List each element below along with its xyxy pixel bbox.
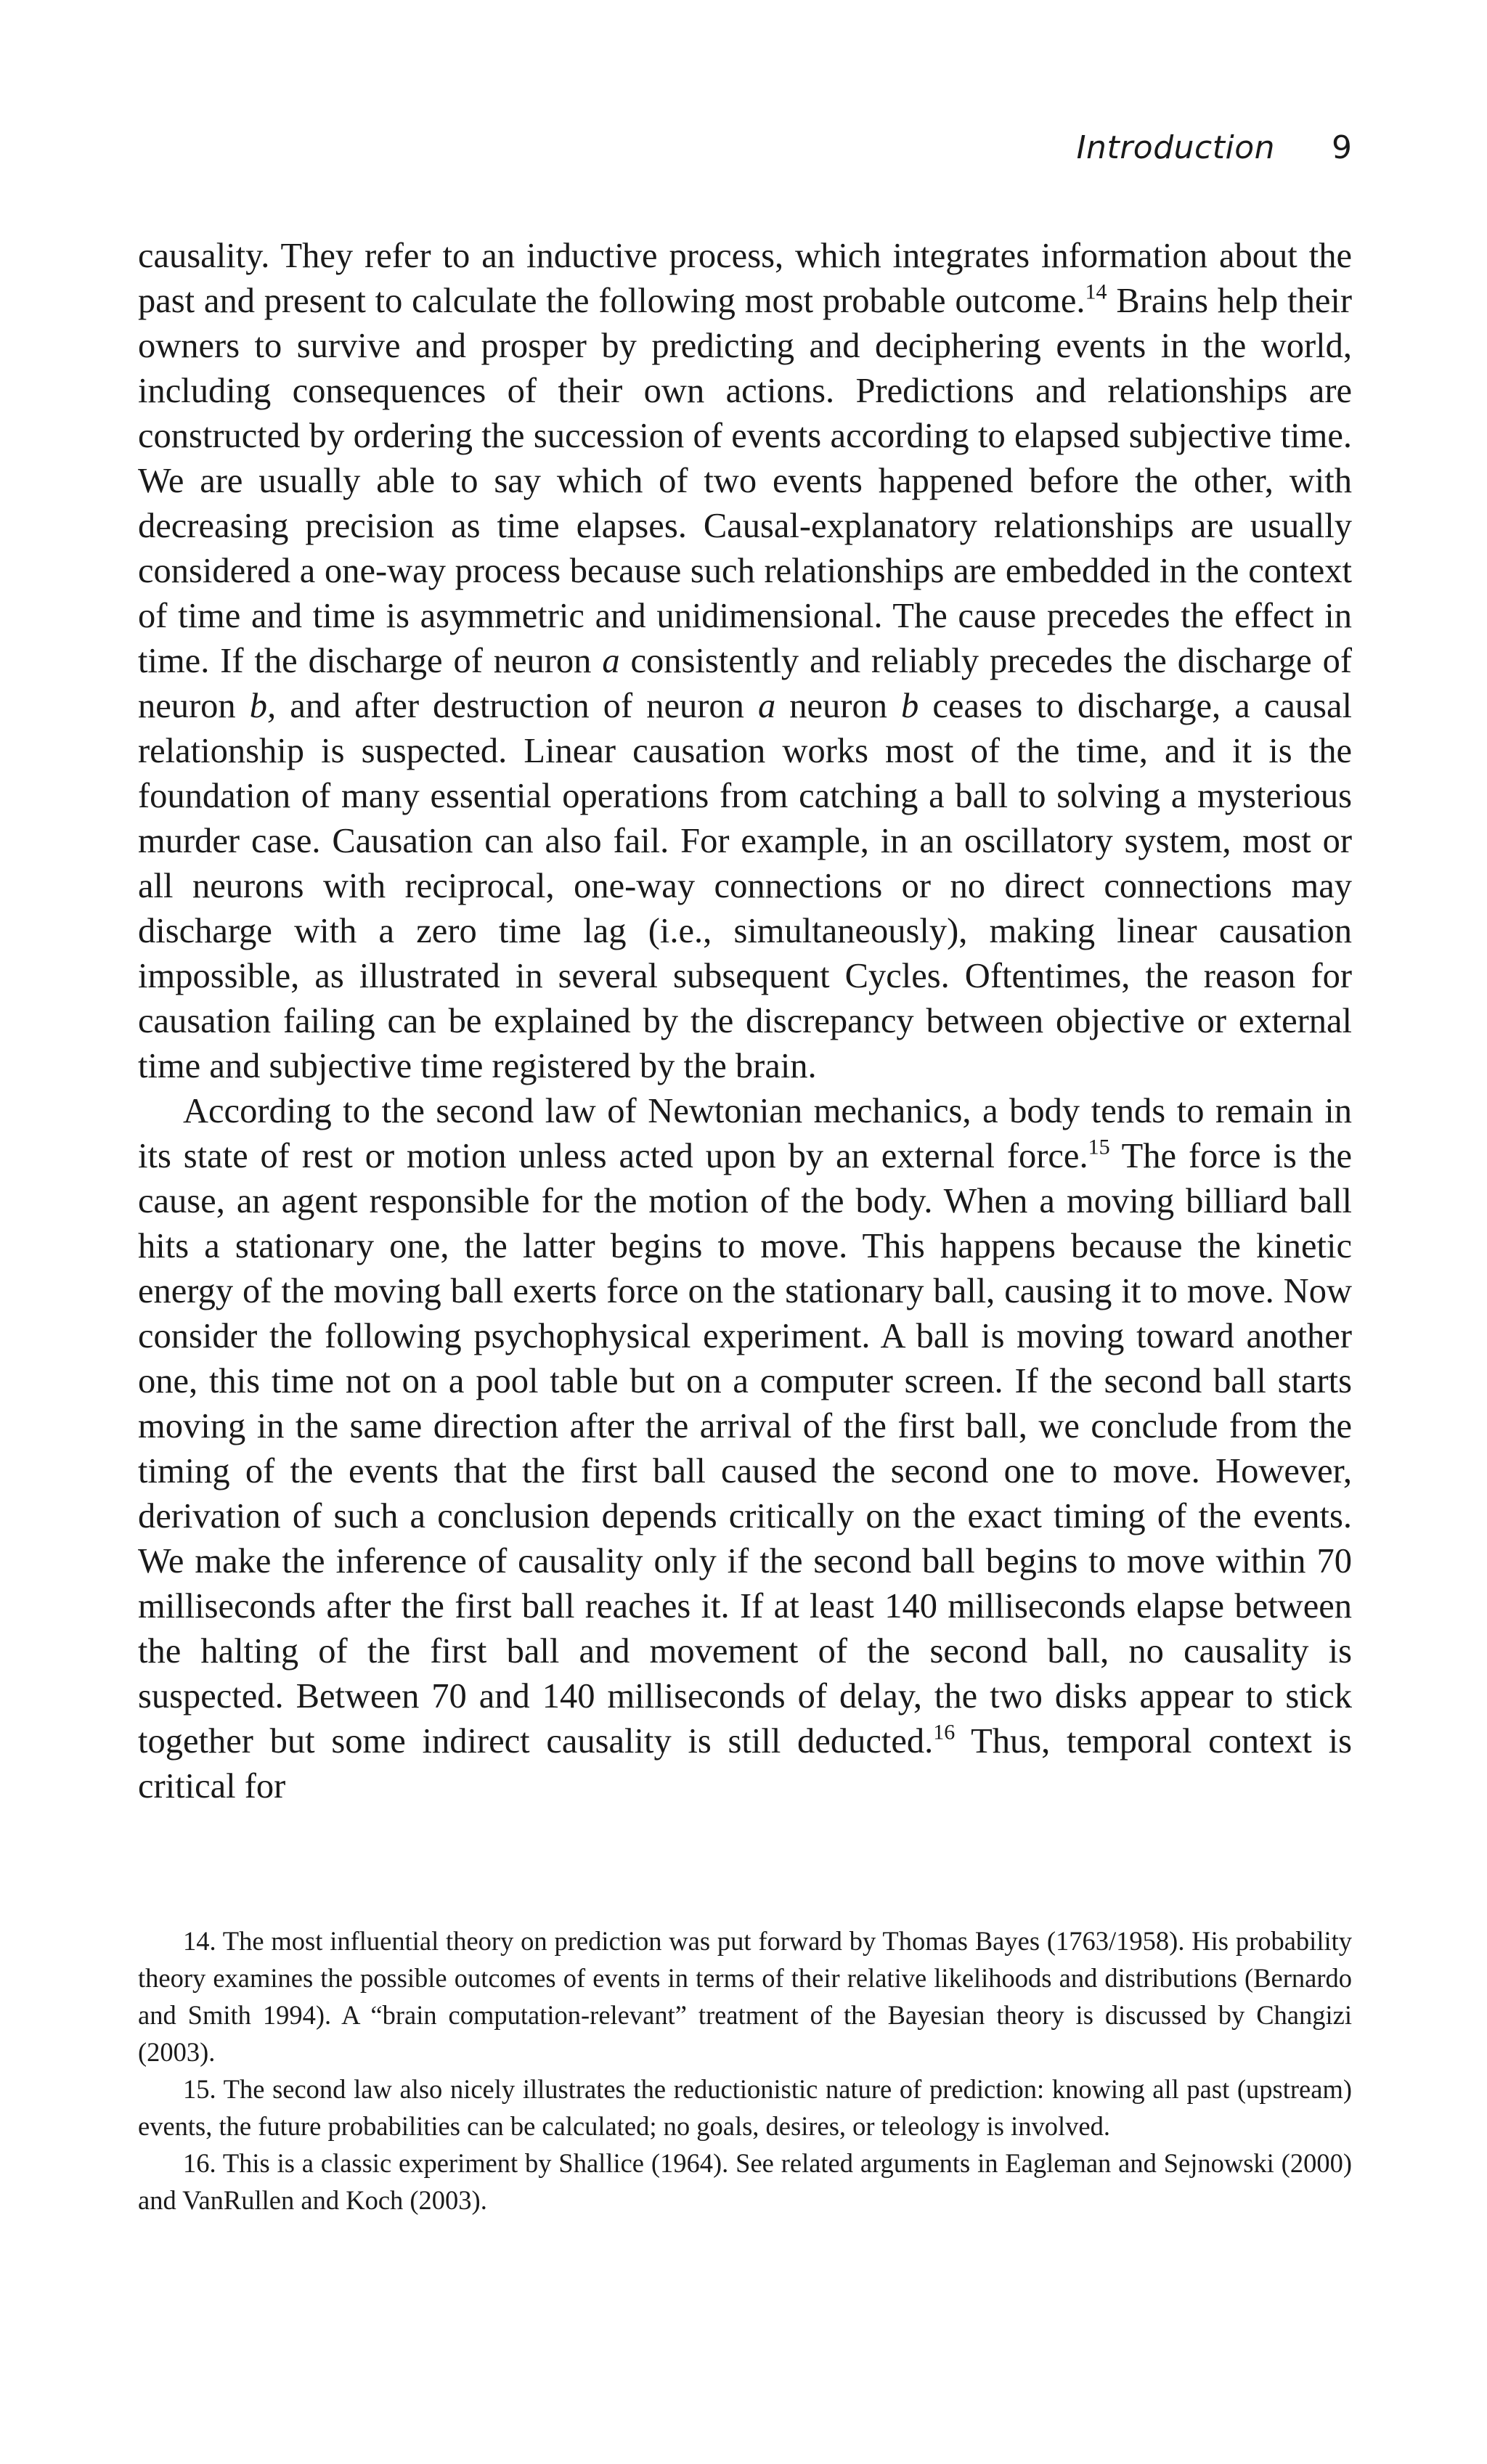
text-run: According to the second law of Newtonian mechanics, a body tends to remain in its state of rest or motion unless acted upon by an external force. [138,1092,1352,1175]
footnote-ref-15: 15 [1088,1134,1110,1159]
footnotes [138,1922,1352,2219]
page-number: 9 [1332,129,1352,166]
italic-term: a [602,642,620,680]
italic-term: a [757,687,776,725]
body-text [138,234,1352,1809]
text-run: ceases to discharge, a causal relationship is suspected. Linear causation works most of the time, and it is the foundation of many essential operations from catching a ball to solving a mysterious murder case. Causation can also fail. For example, in an oscillatory system, most or all neurons with reciprocal, one-way connections or no direct connections may discharge with a zero time lag (i.e., simultaneously), making linear causation impossible, as illustrated in several subsequent Cycles. Oftentimes, the reason for causation failing can be explained by the discrepancy between objective or external time and subjective time registered by the brain. [138,687,1352,1085]
text-run: Brains help their owners to survive and prosper by predicting and deciphering events in the world, including consequences of their own actions. Predictions and relationships are constructed by ordering the succession of events according to elapsed subjective time. We are usually able to say which of two events happened before the other, with decreasing precision as time elapses. Causal-explanatory relationships are usually considered a one-way process because such relationships are embedded in the context of time and time is asymmetric and unidimensional. The cause precedes the effect in time. If the discharge of neuron [138,282,1352,680]
italic-term: b [901,687,919,725]
text-run: and after destruction of neuron [276,687,758,725]
text-run: causality. They refer to an inductive process, which integrates information about the past and present to calculate the following most probable outcome. [138,237,1352,320]
footnote-ref-16: 16 [933,1719,956,1745]
body-paragraph [138,234,1352,1089]
footnote-15: 15. The second law also nicely illustrates the reductionistic nature of prediction: knowing all past (upstream) events, the future probabilities can be calculated; no goals, desires, or teleology is involved. [138,2074,1352,2141]
footnote-ref-14: 14 [1085,279,1107,304]
italic-term: b, [249,687,277,725]
text-run: neuron [775,687,902,725]
running-head [1077,129,1352,173]
footnote-14: 14. The most influential theory on prediction was put forward by Thomas Bayes (1763/1958). His probability theory examines the possible outcomes of events in terms of their relative likelihoods and distributions (Bernardo and Smith 1994). A “brain computation-relevant” treatment of the Bayesian theory is discussed by Changizi (2003). [138,1926,1352,2067]
footnote-16: 16. This is a classic experiment by Shallice (1964). See related arguments in Eagleman and Sejnowski (2000) and VanRullen and Koch (2003). [138,2148,1352,2215]
body-paragraph [138,1089,1352,1809]
running-head-section-title: Introduction [1076,129,1275,166]
text-run: Thus, temporal context is critical for [138,1722,1352,1806]
text-run: The force is the cause, an agent responsible for the motion of the body. When a moving billiard ball hits a stationary one, the latter begins to move. This happens because the kinetic energy of the moving ball exerts force on the stationary ball, causing it to move. Now consider the following psychophysical experiment. A ball is moving toward another one, this time not on a pool table but on a computer screen. If the second ball starts moving in the same direction after the arrival of the first ball, we conclude from the timing of the events that the first ball caused the second one to move. However, derivation of such a conclusion depends critically on the exact timing of the events. We make the inference of causality only if the second ball begins to move within 70 milliseconds after the first ball reaches it. If at least 140 milliseconds elapse between the halting of the first ball and movement of the second ball, no causality is suspected. Between 70 and 140 milliseconds of delay, the two disks appear to stick together but some indirect causality is still deducted. [138,1137,1352,1761]
text-run: consistently and reliably precedes the discharge of neuron [138,642,1352,725]
